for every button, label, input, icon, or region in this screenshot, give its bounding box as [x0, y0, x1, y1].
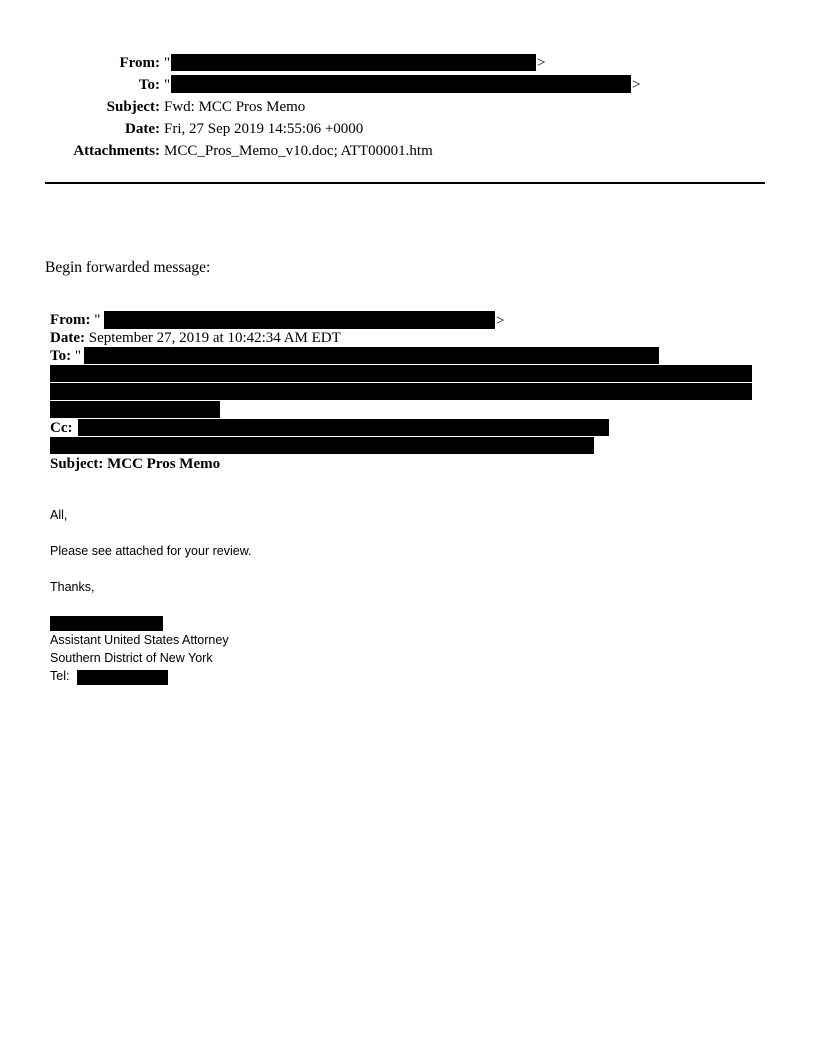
signature-tel-label: Tel:: [50, 669, 70, 683]
header-attachments-label: Attachments:: [73, 143, 160, 159]
forwarded-from-line: [50, 311, 100, 329]
forwarded-date-label: Date:: [50, 330, 85, 346]
header-to-bracket: >: [632, 77, 641, 93]
forwarded-to-label: To:: [50, 348, 72, 364]
redaction-signature-tel: [77, 670, 168, 685]
body-line-1: Please see attached for your review.: [50, 544, 252, 558]
forwarded-date-line: [50, 329, 341, 347]
header-from-quote: ": [164, 55, 171, 71]
header-date-label: Date:: [125, 121, 160, 137]
redaction-signature-name: [50, 616, 163, 631]
header-to-value: [164, 76, 170, 94]
redaction-forwarded-cc-2: [50, 437, 594, 454]
forwarded-subject-value: MCC Pros Memo: [107, 456, 221, 472]
redaction-header-to: [171, 75, 631, 93]
signature-title: Assistant United States Attorney: [50, 633, 229, 647]
body-greeting: All,: [50, 508, 68, 522]
header-subject-label: Subject:: [106, 99, 160, 115]
redaction-forwarded-to-4: [50, 401, 220, 418]
forwarded-subject-line: [50, 455, 220, 473]
body-closing: Thanks,: [50, 580, 95, 594]
header-subject-value: Fwd: MCC Pros Memo: [164, 99, 306, 115]
header-from-label: From:: [119, 55, 160, 71]
forwarded-from-quote: ": [94, 312, 101, 328]
header-to-label: To:: [138, 77, 160, 93]
header-attachments-value[interactable]: MCC_Pros_Memo_v10.doc; ATT00001.htm: [164, 143, 433, 159]
forwarded-intro: Begin forwarded message:: [45, 259, 211, 276]
signature-office: Southern District of New York: [50, 651, 213, 665]
redaction-forwarded-to-3: [50, 383, 752, 400]
redaction-forwarded-to-1: [84, 347, 659, 364]
forwarded-subject-label: Subject:: [50, 456, 104, 472]
header-from-value: [164, 54, 170, 72]
forwarded-from-bracket: >: [496, 313, 505, 329]
forwarded-cc-label: Cc:: [50, 420, 73, 436]
forwarded-cc-line: [50, 419, 73, 437]
header-to-quote: ": [164, 77, 171, 93]
forwarded-date-value: September 27, 2019 at 10:42:34 AM EDT: [88, 330, 341, 346]
redaction-forwarded-to-2: [50, 365, 752, 382]
forwarded-to-quote: ": [74, 348, 81, 364]
redaction-forwarded-from: [104, 311, 495, 329]
redaction-forwarded-cc-1: [78, 419, 609, 436]
forwarded-to-line: [50, 347, 81, 365]
header-date-value: Fri, 27 Sep 2019 14:55:06 +0000: [164, 121, 364, 137]
redaction-header-from: [171, 54, 536, 71]
header-from-bracket: >: [537, 55, 546, 71]
header-divider: [45, 182, 765, 184]
forwarded-from-label: From:: [50, 312, 91, 328]
